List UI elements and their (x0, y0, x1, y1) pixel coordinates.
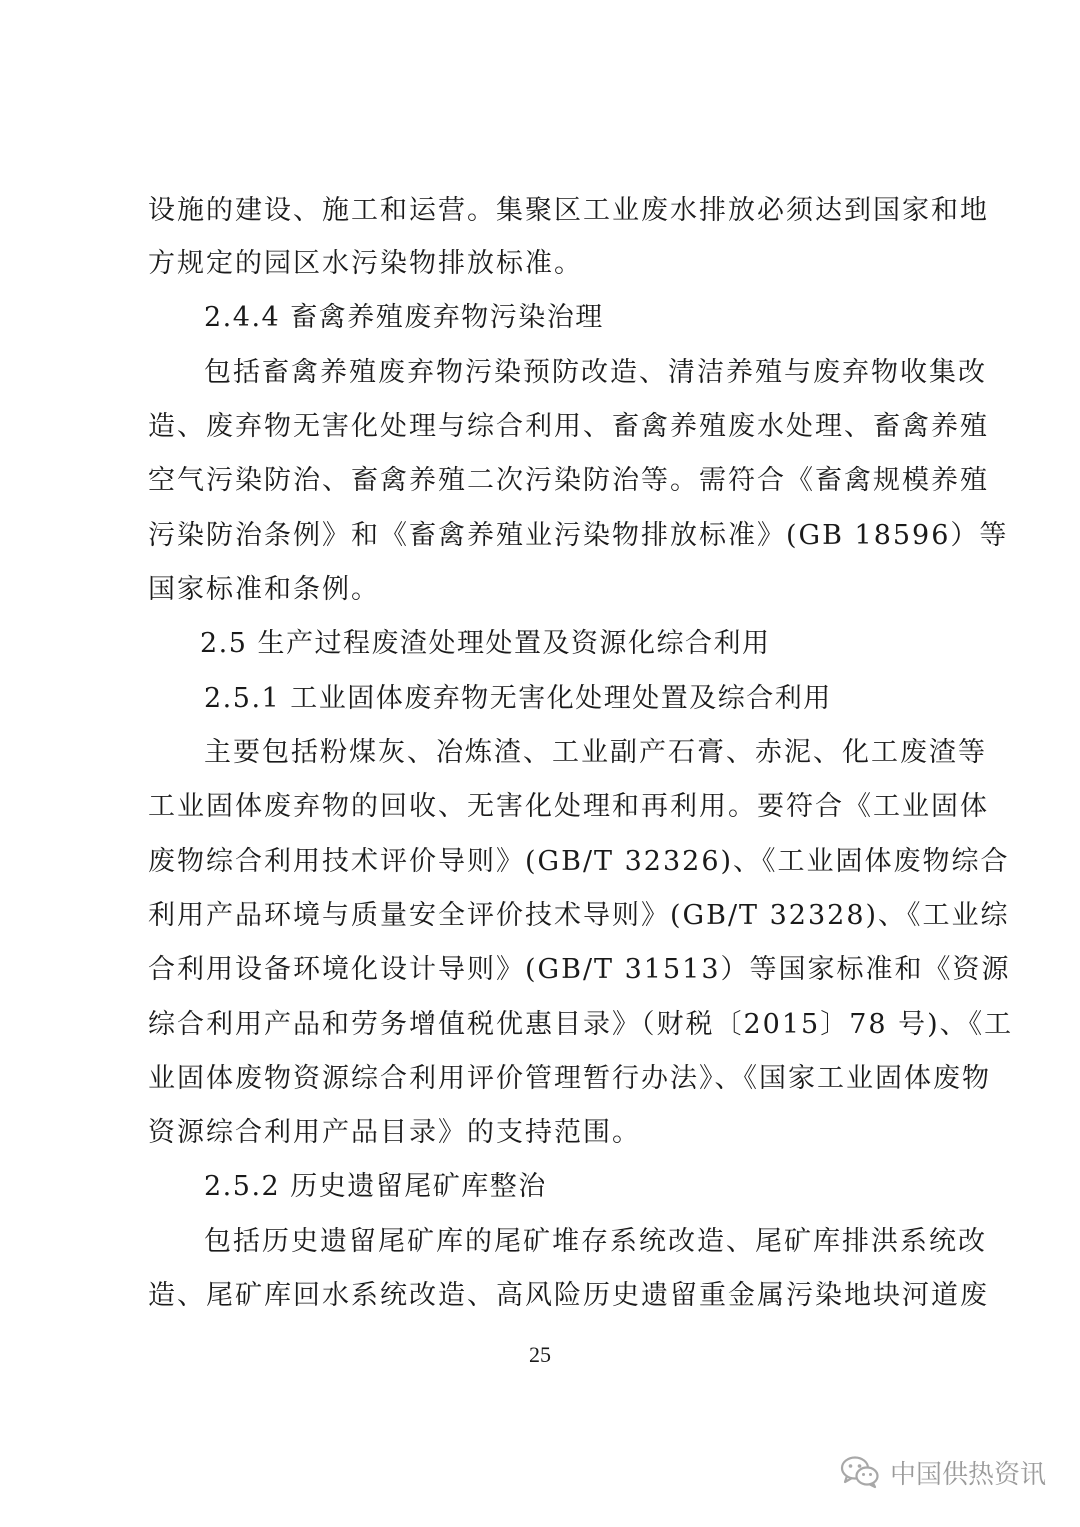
paragraph-line: 业固体废物资源综合利用评价管理暂行办法》、《国家工业固体废物 (148, 1063, 991, 1094)
paragraph-line: 资源综合利用产品目录》的支持范围。 (148, 1117, 641, 1148)
paragraph-line: 造、废弃物无害化处理与综合利用、畜禽养殖废水处理、畜禽养殖 (148, 411, 989, 442)
section-heading-2-5: 2.5 生产过程废渣处理处置及资源化综合利用 (200, 628, 771, 659)
paragraph-line: 污染防治条例》和《畜禽养殖业污染物排放标准》(GB 18596）等 (148, 520, 1009, 551)
page-number: 25 (529, 1342, 551, 1367)
watermark-text: 中国供热资讯 (890, 1459, 1047, 1490)
section-heading-2-4-4: 2.4.4 畜禽养殖废弃物污染治理 (204, 302, 604, 333)
paragraph-line: 造、尾矿库回水系统改造、高风险历史遗留重金属污染地块河道废 (148, 1280, 989, 1311)
paragraph-line: 主要包括粉煤灰、冶炼渣、工业副产石膏、赤泥、化工废渣等 (204, 737, 987, 768)
paragraph-line: 方规定的园区水污染物排放标准。 (148, 248, 583, 279)
paragraph-line: 包括历史遗留尾矿库的尾矿堆存系统改造、尾矿库排洪系统改 (204, 1226, 987, 1257)
paragraph-line: 综合利用产品和劳务增值税优惠目录》（财税〔2015〕78 号)、《工 (148, 1009, 1014, 1040)
watermark (840, 1452, 1046, 1492)
paragraph-line: 工业固体废弃物的回收、无害化处理和再利用。要符合《工业固体 (148, 791, 989, 822)
paragraph-line: 废物综合利用技术评价导则》(GB/T 32326)、《工业固体废物综合 (148, 846, 1010, 877)
paragraph-line: 设施的建设、施工和运营。集聚区工业废水排放必须达到国家和地 (148, 195, 989, 226)
paragraph-line: 空气污染防治、畜禽养殖二次污染防治等。需符合《畜禽规模养殖 (148, 465, 989, 496)
paragraph-line: 利用产品环境与质量安全评价技术导则》(GB/T 32328)、《工业综 (148, 900, 1010, 931)
wechat-icon (840, 1455, 880, 1489)
section-heading-2-5-2: 2.5.2 历史遗留尾矿库整治 (204, 1171, 547, 1202)
paragraph-line: 包括畜禽养殖废弃物污染预防改造、清洁养殖与废弃物收集改 (204, 357, 987, 388)
paragraph-line: 国家标准和条例。 (148, 574, 380, 605)
section-heading-2-5-1: 2.5.1 工业固体废弃物无害化处理处置及综合利用 (204, 683, 832, 714)
paragraph-line: 合利用设备环境化设计导则》(GB/T 31513）等国家标准和《资源 (148, 954, 1011, 985)
